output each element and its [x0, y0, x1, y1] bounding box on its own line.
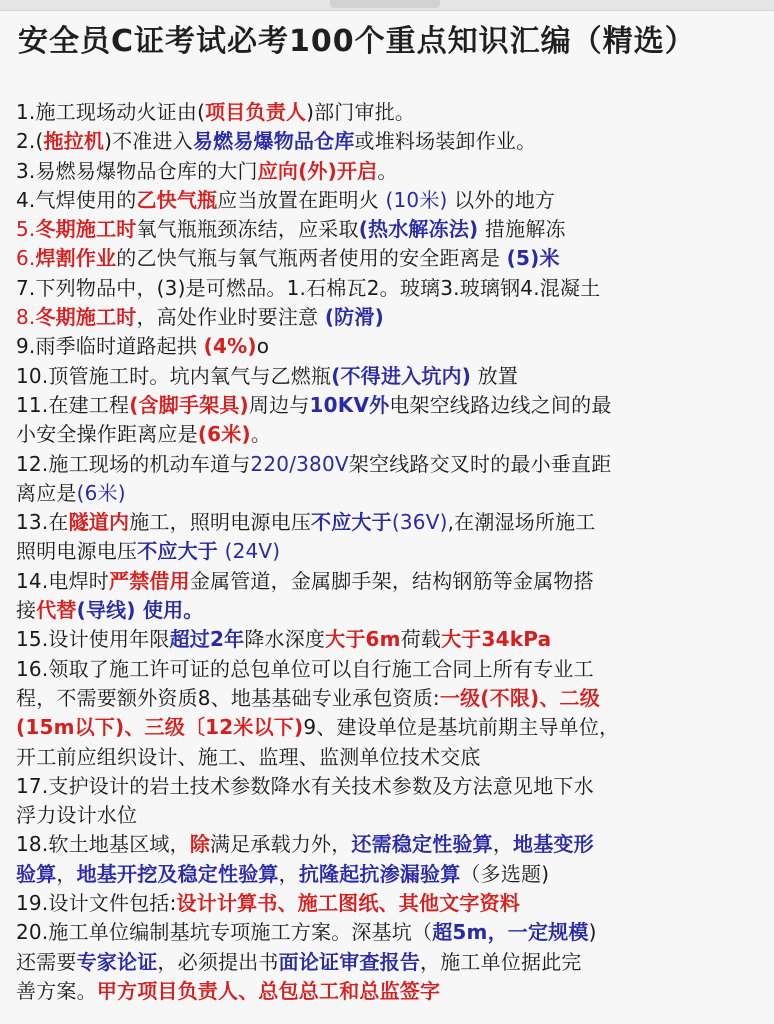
highlight-red-text: 设计计算书、施工图纸、其他文字资料 — [176, 891, 520, 916]
text-line — [16, 537, 760, 566]
highlight-red-text: (6米) — [197, 422, 251, 447]
body-text: 。 — [250, 422, 272, 447]
text-line — [16, 420, 760, 449]
body-text: 9、建设单位是基坑前期主导单位， — [303, 715, 620, 740]
highlight-blue-text: 超5m，一定规模 — [432, 920, 589, 945]
highlight-red-text: 冬期施工时 — [35, 305, 137, 330]
text-line — [16, 684, 760, 713]
text-line — [16, 655, 760, 684]
text-line — [16, 918, 760, 947]
body-text: 小安全操作距离应是 — [16, 422, 198, 447]
body-text: 11.在建工程 — [16, 392, 130, 417]
body-text: 浮力设计水位 — [16, 803, 138, 828]
body-text: 电架空线路边线之间的最 — [389, 392, 612, 417]
body-text: ,在潮湿场所施工 — [447, 510, 596, 535]
text-line — [16, 830, 760, 859]
body-text: 20.施工单位编制基坑专项施工方案。深基坑（ — [16, 920, 433, 945]
body-text: 1.施工现场动火证由( — [16, 100, 206, 124]
body-text: 金属管道，金属脚手架，结构钢筋等金属物搭 — [189, 568, 594, 593]
body-text: 离应是 — [16, 480, 77, 505]
body-text: )不准进入 — [104, 129, 193, 154]
highlight-blue-text: (24V) — [218, 539, 281, 564]
highlight-red-text: 冬期施工时 — [35, 217, 137, 242]
highlight-blue-text: (导线) — [76, 598, 136, 623]
top-tab-strip — [330, 0, 440, 8]
body-text: 施工，照明电源电压 — [129, 510, 312, 535]
text-line — [16, 450, 760, 479]
body-text: 程，不需要额外资质8、地基基础专业承包资质: — [16, 685, 440, 710]
body-text: 14.电焊时 — [16, 568, 110, 593]
highlight-red-text: 拖拉机 — [43, 129, 105, 154]
highlight-blue-text: 220/380V — [250, 451, 349, 476]
highlight-blue-text: 10KV外 — [309, 392, 390, 417]
body-text: 善方案。 — [16, 978, 97, 1003]
text-line — [16, 508, 760, 537]
body-text: ，高处作业时要注意 — [136, 305, 325, 330]
body-text: 荷载 — [400, 627, 442, 652]
highlight-red-text: 6. — [16, 246, 36, 271]
text-line — [16, 362, 760, 391]
body-text: 接 — [16, 598, 37, 623]
body-text: 开工前应组织设计、施工、监理、监测单位技术交底 — [16, 744, 481, 769]
body-text: ，必须提出书 — [157, 949, 279, 974]
body-text: 2.( — [16, 129, 44, 154]
text-line — [16, 801, 760, 830]
body-text: 满足承载力外， — [210, 832, 352, 857]
body-text: 或堆料场装卸作业。 — [354, 129, 537, 154]
highlight-blue-text: 超过2年 — [169, 627, 245, 652]
text-line — [16, 332, 760, 361]
text-line — [16, 772, 760, 801]
text-line — [16, 303, 760, 332]
highlight-red-text: 焊割作业 — [35, 246, 117, 271]
text-line — [16, 274, 760, 303]
highlight-red-text: 除 — [189, 832, 211, 857]
body-text: 7.下列物品中，(3)是可燃品。1.石棉瓦2。玻璃3.玻璃钢4.混凝土 — [16, 275, 601, 300]
text-line — [16, 157, 760, 186]
text-line — [16, 625, 760, 654]
highlight-red-text: (4%) — [203, 334, 257, 359]
body-text: ， — [492, 832, 514, 857]
body-text: 19.设计文件包括: — [16, 891, 177, 916]
highlight-blue-text: 地基变形 — [513, 832, 594, 857]
text-line — [16, 713, 760, 742]
body-text: 16.领取了施工许可证的总包单位可以自行施工合同上所有专业工 — [16, 656, 594, 681]
highlight-blue-text: (36V) — [391, 510, 448, 535]
text-line — [16, 98, 760, 127]
highlight-blue-text: 不应大于 — [137, 539, 219, 564]
body-text: 9.雨季临时道路起拱 — [16, 334, 204, 359]
body-text: 放置 — [471, 363, 519, 388]
highlight-blue-text: 验算 — [16, 861, 57, 886]
highlight-blue-text: 专家论证 — [76, 949, 158, 974]
highlight-blue-text: 使用。 — [135, 598, 204, 623]
highlight-blue-text: 面论证审查报告 — [278, 949, 421, 974]
highlight-red-text: 项目负责人 — [205, 100, 307, 124]
text-line — [16, 127, 760, 156]
text-line — [16, 743, 760, 772]
text-line — [16, 567, 760, 596]
body-text: 12.施工现场的机动车道与 — [16, 451, 251, 476]
highlight-red-text: 代替 — [36, 598, 77, 623]
body-text: 17.支护设计的岩土技术参数降水有关技术参数及方法意见地下水 — [16, 773, 594, 798]
body-text: 架空线路交叉时的最小垂直距 — [348, 451, 612, 476]
body-text: 13.在 — [16, 510, 69, 535]
highlight-blue-text: (不得进入坑内) — [331, 363, 472, 388]
highlight-blue-text: 地基开挖及稳定性验算 — [76, 861, 279, 886]
highlight-blue-text: (5)米 — [506, 246, 560, 271]
highlight-blue-text: (10米) — [385, 187, 448, 212]
highlight-blue-text: 抗隆起抗渗漏验算 — [298, 861, 461, 886]
body-text: 18.软土地基区域， — [16, 832, 190, 857]
body-text: 周边与 — [248, 392, 310, 417]
text-line — [16, 596, 760, 625]
highlight-red-text: 甲方项目负责人、总包总工和总监签字 — [96, 978, 441, 1003]
body-text: ， — [278, 861, 299, 886]
body-text: 氧气瓶瓶颈冻结，应采取 — [136, 217, 359, 242]
body-text: 的乙快气瓶与氧气瓶两者使用的安全距离是 — [116, 246, 507, 271]
highlight-red-text: 严禁借用 — [109, 568, 190, 593]
body-text: 措施解冻 — [478, 217, 566, 242]
highlight-blue-text: (热水解冻法) — [358, 217, 479, 242]
text-line — [16, 479, 760, 508]
body-text: ， — [56, 861, 77, 886]
text-line — [16, 977, 760, 1006]
highlight-blue-text: 不应大于 — [311, 510, 392, 535]
body-text: )部门审批。 — [306, 100, 416, 124]
text-line — [16, 391, 760, 420]
body-text: o — [256, 334, 270, 359]
body-text: ，施工单位据此完 — [420, 949, 582, 974]
highlight-red-text: 8. — [16, 305, 36, 330]
highlight-blue-text: (6米) — [76, 480, 126, 505]
highlight-red-text: 大于6m — [325, 627, 401, 652]
text-line — [16, 215, 760, 244]
text-line — [16, 186, 760, 215]
body-text: 4.气焊使用的 — [16, 187, 137, 212]
highlight-red-text: 应向(外)开启 — [257, 158, 378, 183]
body-text: ) — [588, 920, 597, 945]
highlight-red-text: 乙快气瓶 — [136, 187, 218, 212]
text-line — [16, 948, 760, 977]
body-text: 3.易燃易爆物品仓库的大门 — [16, 158, 258, 183]
document-body — [16, 98, 760, 1006]
highlight-blue-text: 还需稳定性验算 — [351, 832, 493, 857]
body-text: 降水深度 — [244, 627, 326, 652]
body-text: 以外的地方 — [447, 187, 556, 212]
highlight-red-text: 大于34kPa — [441, 627, 552, 652]
highlight-red-text: (15m以下)、三级〔12米以下) — [16, 715, 304, 740]
body-text: 照明电源电压 — [16, 539, 138, 564]
text-line — [16, 244, 760, 273]
document-title: 安全员C证考试必考100个重点知识汇编（精选） — [18, 24, 696, 59]
highlight-red-text: (含脚手架具) — [129, 392, 249, 417]
body-text: 还需要 — [16, 949, 77, 974]
body-text: （多选题) — [460, 861, 550, 886]
body-text: 10.顶管施工时。坑内氧气与乙燃瓶 — [16, 363, 332, 388]
body-text: 15.设计使用年限 — [16, 627, 170, 652]
highlight-red-text: 一级(不限)、二级 — [439, 685, 600, 710]
highlight-red-text: 隧道内 — [68, 510, 130, 535]
highlight-blue-text: (防滑) — [324, 305, 384, 330]
body-text: 应当放置在距明火 — [217, 187, 386, 212]
highlight-red-text: 5. — [16, 217, 36, 242]
text-line — [16, 860, 760, 889]
body-text: 。 — [377, 158, 398, 183]
text-line — [16, 889, 760, 918]
highlight-blue-text: 易燃易爆物品仓库 — [192, 129, 355, 154]
